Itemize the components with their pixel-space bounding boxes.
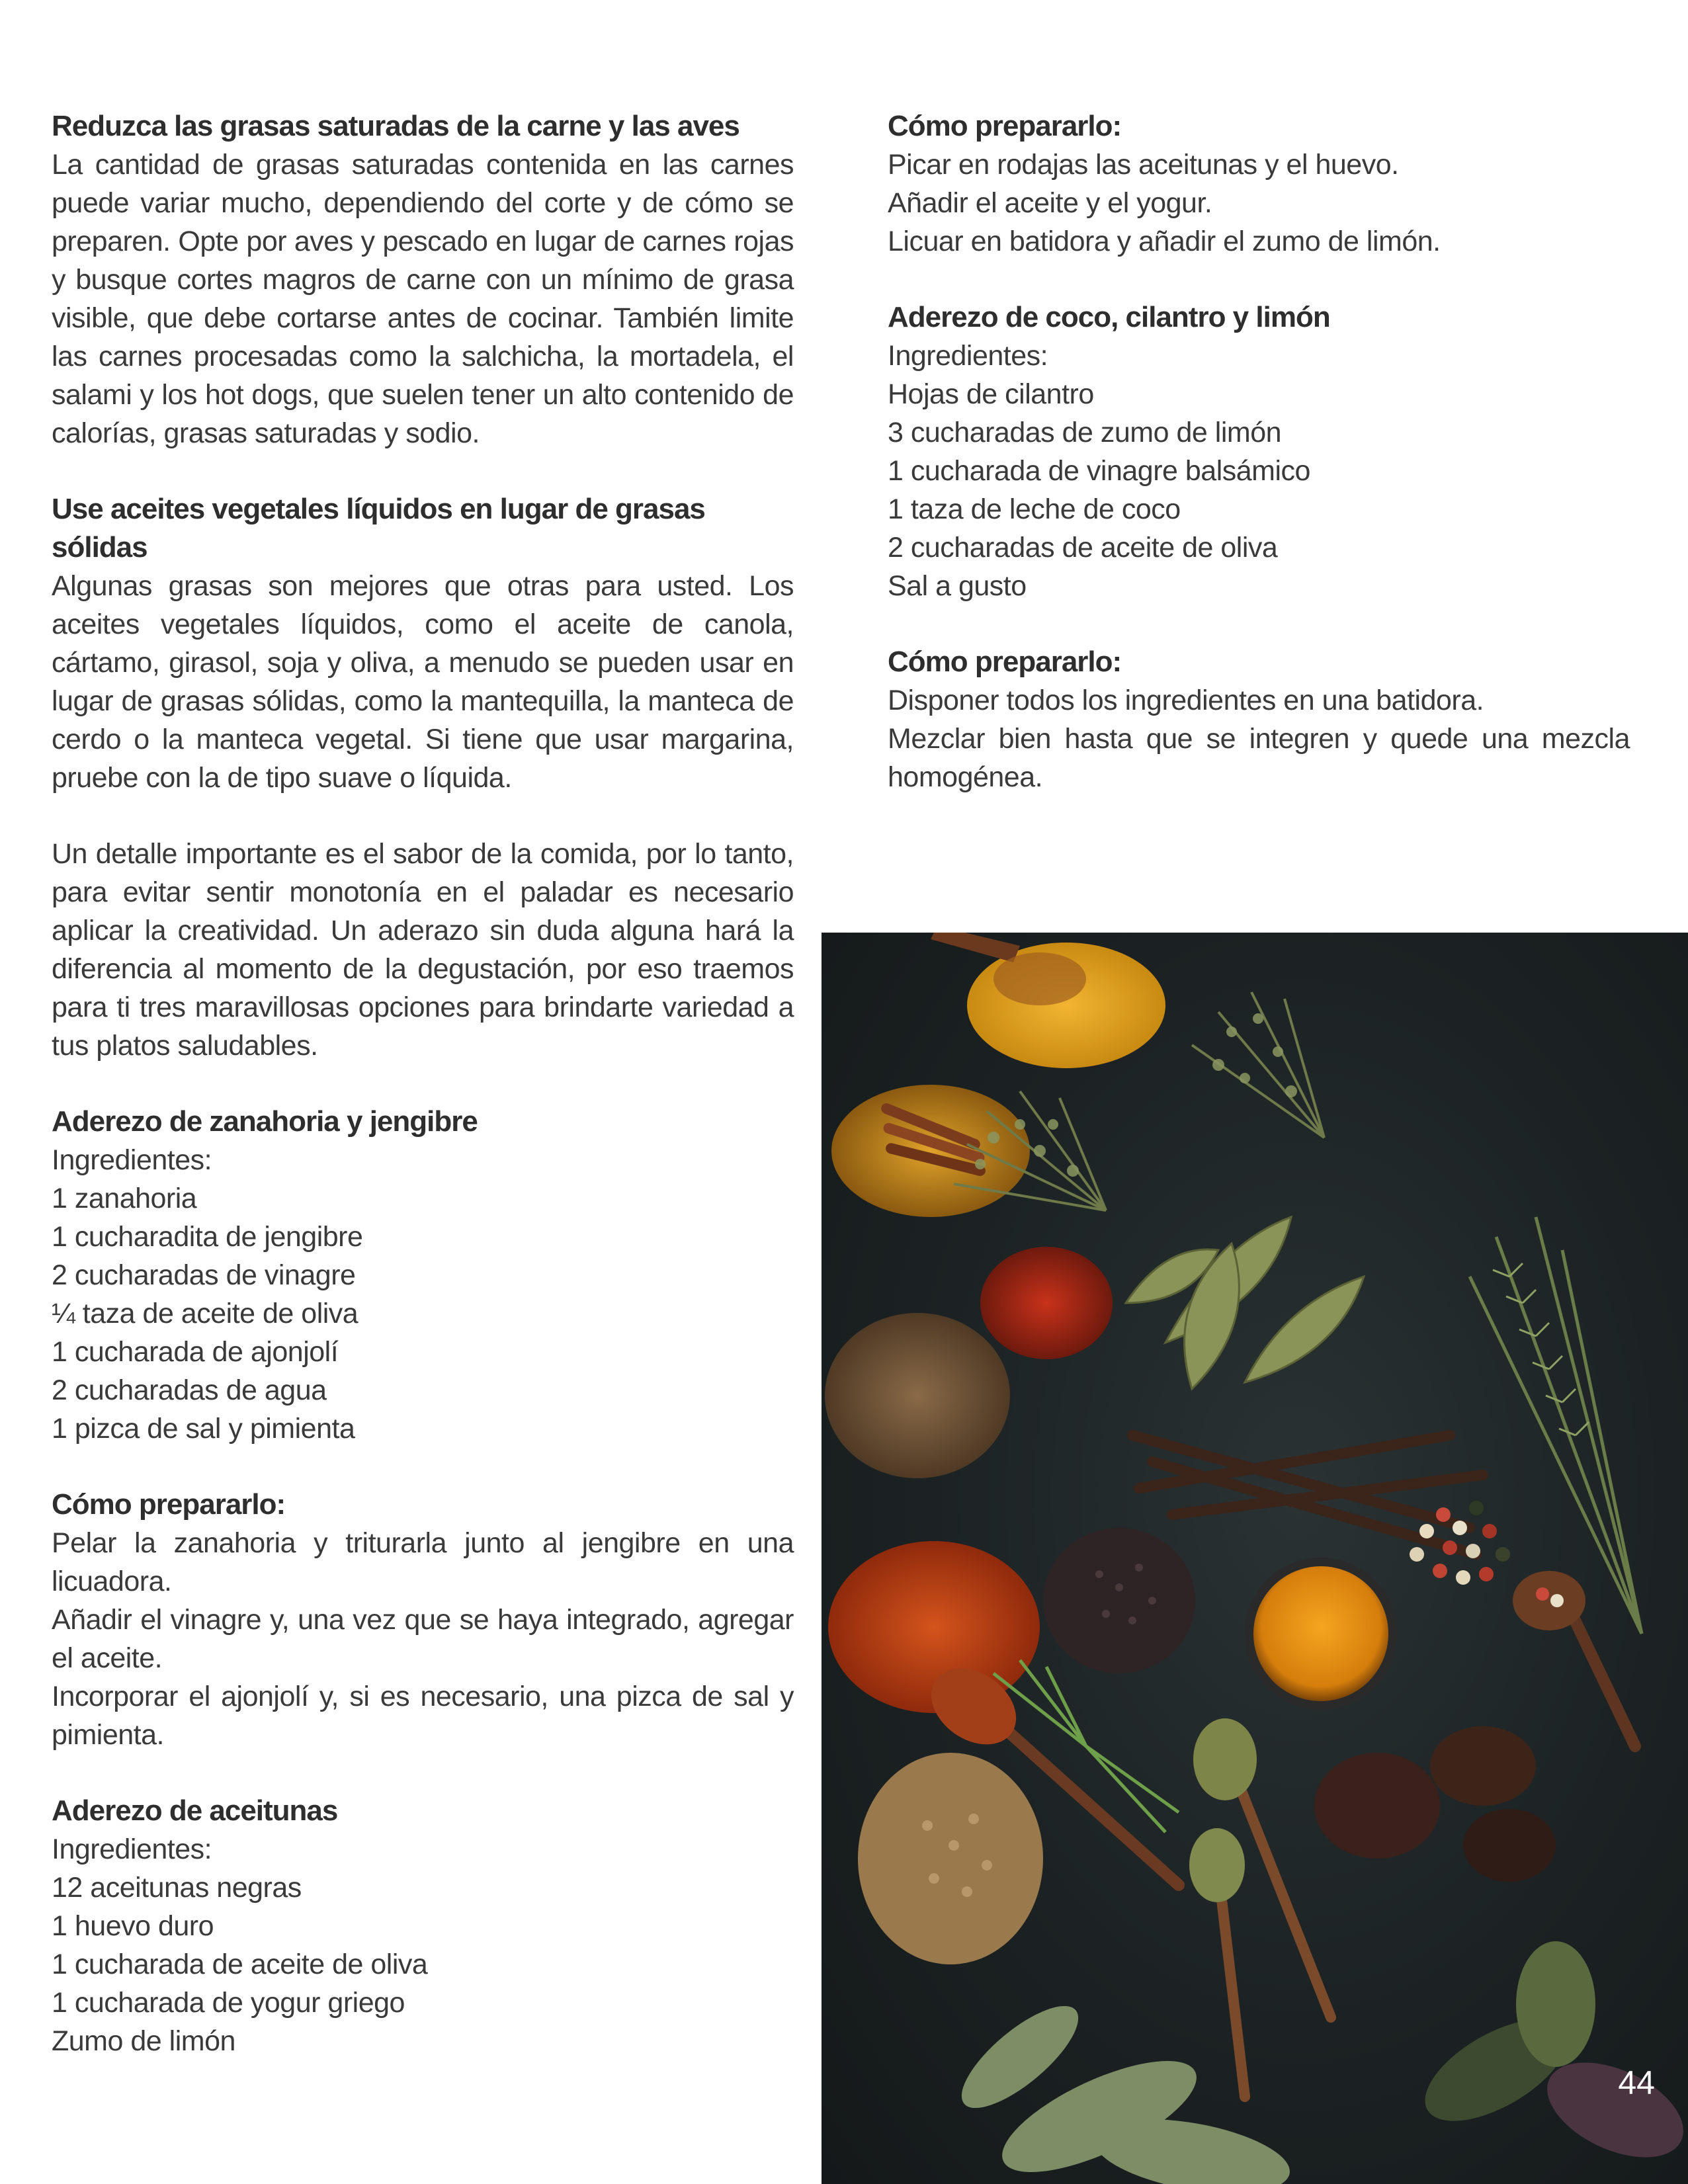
ingredient-item: 1 cucharada de ajonjolí (52, 1336, 339, 1368)
step-item: Licuar en batidora y añadir el zumo de limón. (888, 226, 1441, 257)
spices-illustration (822, 933, 1688, 2184)
ingredient-item: 2 cucharadas de agua (52, 1374, 327, 1406)
step-item: Añadir el vinagre y, una vez que se haya integrado, agregar el aceite. (52, 1604, 794, 1674)
page-number: 44 (1618, 2064, 1655, 2101)
section-heading: Reduzca las grasas saturadas de la carne y las aves (52, 110, 739, 142)
recipe-olives (52, 1792, 794, 2060)
step-item: Incorporar el ajonjolí y, si es necesario, una pizca de sal y pimienta. (52, 1681, 794, 1751)
steps-label: Cómo prepararlo: (52, 1488, 286, 1521)
ingredients-label: Ingredientes: (52, 1833, 212, 1865)
ingredient-item: 1 cucharadita de jengibre (52, 1221, 363, 1253)
recipe-coconut-cilantro (888, 298, 1630, 605)
ingredients-label: Ingredientes: (52, 1144, 212, 1176)
right-column (888, 107, 1630, 834)
ingredient-item: 1 huevo duro (52, 1910, 214, 1942)
recipe-title: Aderezo de coco, cilantro y limón (888, 301, 1330, 333)
ingredient-item: Zumo de limón (52, 2025, 235, 2057)
ingredients-label: Ingredientes: (888, 340, 1048, 372)
intro-paragraph: Un detalle importante es el sabor de la comida, por lo tanto, para evitar sentir monotonía en el paladar es necesario aplicar la creatividad. Un aderazo sin duda alguna hará la diferencia al momento de la degustación, por eso traemos para ti tres maravillosas opciones para brindarte variedad a tus platos saludables. (52, 838, 794, 1062)
recipe-carrot-ginger-steps (52, 1486, 794, 1754)
left-column (52, 107, 794, 2098)
ingredient-item: 2 cucharadas de aceite de oliva (888, 532, 1278, 564)
ingredient-item: Sal a gusto (888, 570, 1027, 602)
ingredient-item: 1 cucharada de vinagre balsámico (888, 455, 1310, 487)
ingredient-item: 1 zanahoria (52, 1183, 197, 1214)
ingredient-item: 1 cucharada de yogur griego (52, 1987, 405, 2019)
ingredient-item: 3 cucharadas de zumo de limón (888, 417, 1282, 448)
recipe-title: Aderezo de aceitunas (52, 1794, 338, 1827)
section-paragraph: Algunas grasas son mejores que otras para usted. Los aceites vegetales líquidos, como el aceite de canola, cártamo, girasol, soja y oliva, a menudo se pueden usar en lugar de grasas sólidas, como la mantequilla, la manteca de cerdo o la manteca vegetal. Si tiene que usar margarina, pruebe con la de tipo suave o líquida. (52, 570, 794, 794)
ingredient-item: Hojas de cilantro (888, 378, 1094, 410)
section-heading: Use aceites vegetales líquidos en lugar de grasas sólidas (52, 493, 705, 564)
ingredient-item: 1 taza de leche de coco (888, 493, 1181, 525)
ingredient-item: ¼ taza de aceite de oliva (52, 1298, 359, 1329)
section-vegetable-oils (52, 490, 794, 797)
steps-label: Cómo prepararlo: (888, 110, 1122, 142)
spices-photo (822, 933, 1688, 2184)
section-intro (52, 835, 794, 1065)
step-item: Picar en rodajas las aceitunas y el huevo. (888, 149, 1399, 181)
recipe-coconut-cilantro-steps (888, 643, 1630, 796)
recipe-olives-steps (888, 107, 1630, 261)
ingredient-item: 1 cucharada de aceite de oliva (52, 1949, 428, 1980)
steps-label: Cómo prepararlo: (888, 646, 1122, 678)
step-item: Disponer todos los ingredientes en una batidora. (888, 685, 1484, 716)
ingredient-item: 2 cucharadas de vinagre (52, 1259, 356, 1291)
recipe-carrot-ginger (52, 1103, 794, 1448)
section-paragraph: La cantidad de grasas saturadas contenida en las carnes puede variar mucho, dependiendo del corte y de cómo se preparen. Opte por aves y pescado en lugar de carnes rojas y busque cortes magros de carne con un mínimo de grasa visible, que debe cortarse antes de cocinar. También limite las carnes procesadas como la salchicha, la mortadela, el salami y los hot dogs, que suelen tener un alto contenido de calorías, grasas saturadas y sodio. (52, 149, 794, 449)
step-item: Pelar la zanahoria y triturarla junto al jengibre en una licuadora. (52, 1527, 794, 1597)
ingredient-item: 1 pizca de sal y pimienta (52, 1413, 355, 1445)
recipe-title: Aderezo de zanahoria y jengibre (52, 1105, 478, 1138)
step-item: Añadir el aceite y el yogur. (888, 187, 1212, 219)
ingredient-item: 12 aceitunas negras (52, 1872, 302, 1904)
section-saturated-fats (52, 107, 794, 452)
step-item: Mezclar bien hasta que se integren y quede una mezcla homogénea. (888, 723, 1630, 793)
